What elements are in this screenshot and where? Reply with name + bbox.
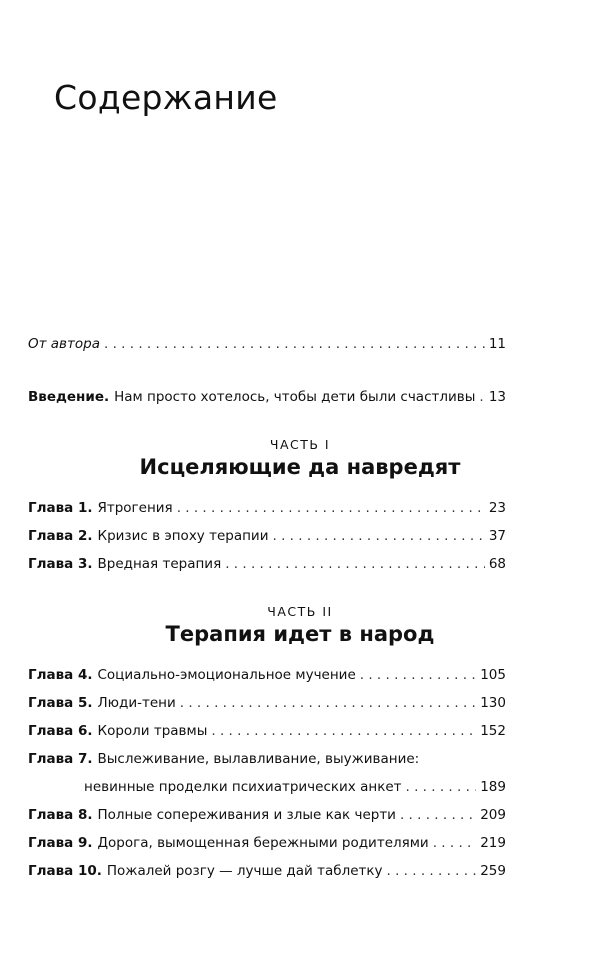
toc-entry-chapter-5[interactable] xyxy=(28,695,506,711)
chapter-title: Вредная терапия xyxy=(97,556,222,572)
dot-leader xyxy=(406,779,477,795)
chapter-number: Глава 8. xyxy=(28,807,93,823)
chapter-number: Глава 5. xyxy=(28,695,93,711)
toc-entry-chapter-7-continued[interactable] xyxy=(84,779,506,795)
toc-entry-chapter-10[interactable] xyxy=(28,863,506,879)
toc-entry-chapter-7[interactable] xyxy=(28,751,506,767)
chapter-title: Кризис в эпоху терапии xyxy=(97,528,269,544)
chapter-number: Глава 3. xyxy=(28,556,93,572)
toc-entry-chapter-4[interactable] xyxy=(28,667,506,683)
chapter-title: Дорога, вымощенная бережными родителями xyxy=(97,835,429,851)
page-number: 219 xyxy=(480,835,506,851)
dot-leader xyxy=(400,807,476,823)
chapter-title: Ятрогения xyxy=(97,500,173,516)
entry-label: Введение. xyxy=(28,389,110,405)
toc-entry-introduction[interactable] xyxy=(28,389,506,405)
dot-leader xyxy=(433,835,477,851)
entry-title: От автора xyxy=(28,336,100,352)
toc-entry-chapter-6[interactable] xyxy=(28,723,506,739)
entry-title: Нам просто хотелось, чтобы дети были счастливы xyxy=(114,389,476,405)
page-number: 189 xyxy=(480,779,506,795)
chapter-title: Выслеживание, вылавливание, выуживание: xyxy=(97,751,420,767)
dot-leader xyxy=(479,389,484,405)
dot-leader xyxy=(180,695,476,711)
chapter-title: Пожалей розгу — лучше дай таблетку xyxy=(106,863,383,879)
toc-entry-chapter-9[interactable] xyxy=(28,835,506,851)
part-2-title: Терапия идет в народ xyxy=(165,622,435,646)
dot-leader xyxy=(104,336,485,352)
page-number: 23 xyxy=(488,500,506,516)
page-number: 68 xyxy=(488,556,506,572)
chapter-number: Глава 1. xyxy=(28,500,93,516)
toc-entry-chapter-8[interactable] xyxy=(28,807,506,823)
page-number: 37 xyxy=(488,528,506,544)
chapter-number: Глава 7. xyxy=(28,751,93,767)
part-1-label: ЧАСТЬ I xyxy=(269,437,331,452)
page-number: 11 xyxy=(488,336,506,352)
page-number: 13 xyxy=(488,389,506,405)
dot-leader xyxy=(211,723,476,739)
page-number: 259 xyxy=(480,863,506,879)
page-title: Содержание xyxy=(54,78,278,117)
chapter-title: Короли травмы xyxy=(97,723,208,739)
chapter-title-continued: невинные проделки психиатрических анкет xyxy=(84,779,402,795)
toc-entry-chapter-3[interactable] xyxy=(28,556,506,572)
dot-leader xyxy=(177,500,485,516)
chapter-number: Глава 2. xyxy=(28,528,93,544)
chapter-title: Социально-эмоциональное мучение xyxy=(97,667,356,683)
dot-leader xyxy=(387,863,477,879)
page-number: 105 xyxy=(480,667,506,683)
chapter-number: Глава 6. xyxy=(28,723,93,739)
page-number: 152 xyxy=(480,723,506,739)
page-number: 209 xyxy=(480,807,506,823)
page-number: 130 xyxy=(480,695,506,711)
part-1-title: Исцеляющие да навредят xyxy=(139,455,461,479)
chapter-title: Полные сопереживания и злые как черти xyxy=(97,807,396,823)
toc-entry-chapter-1[interactable] xyxy=(28,500,506,516)
toc-entry-from-author[interactable] xyxy=(28,336,506,352)
chapter-title: Люди-тени xyxy=(97,695,176,711)
chapter-number: Глава 4. xyxy=(28,667,93,683)
chapter-number: Глава 10. xyxy=(28,863,102,879)
part-2-label: ЧАСТЬ II xyxy=(267,604,333,619)
dot-leader xyxy=(272,528,484,544)
toc-entry-chapter-2[interactable] xyxy=(28,528,506,544)
dot-leader xyxy=(225,556,485,572)
dot-leader xyxy=(360,667,476,683)
chapter-number: Глава 9. xyxy=(28,835,93,851)
